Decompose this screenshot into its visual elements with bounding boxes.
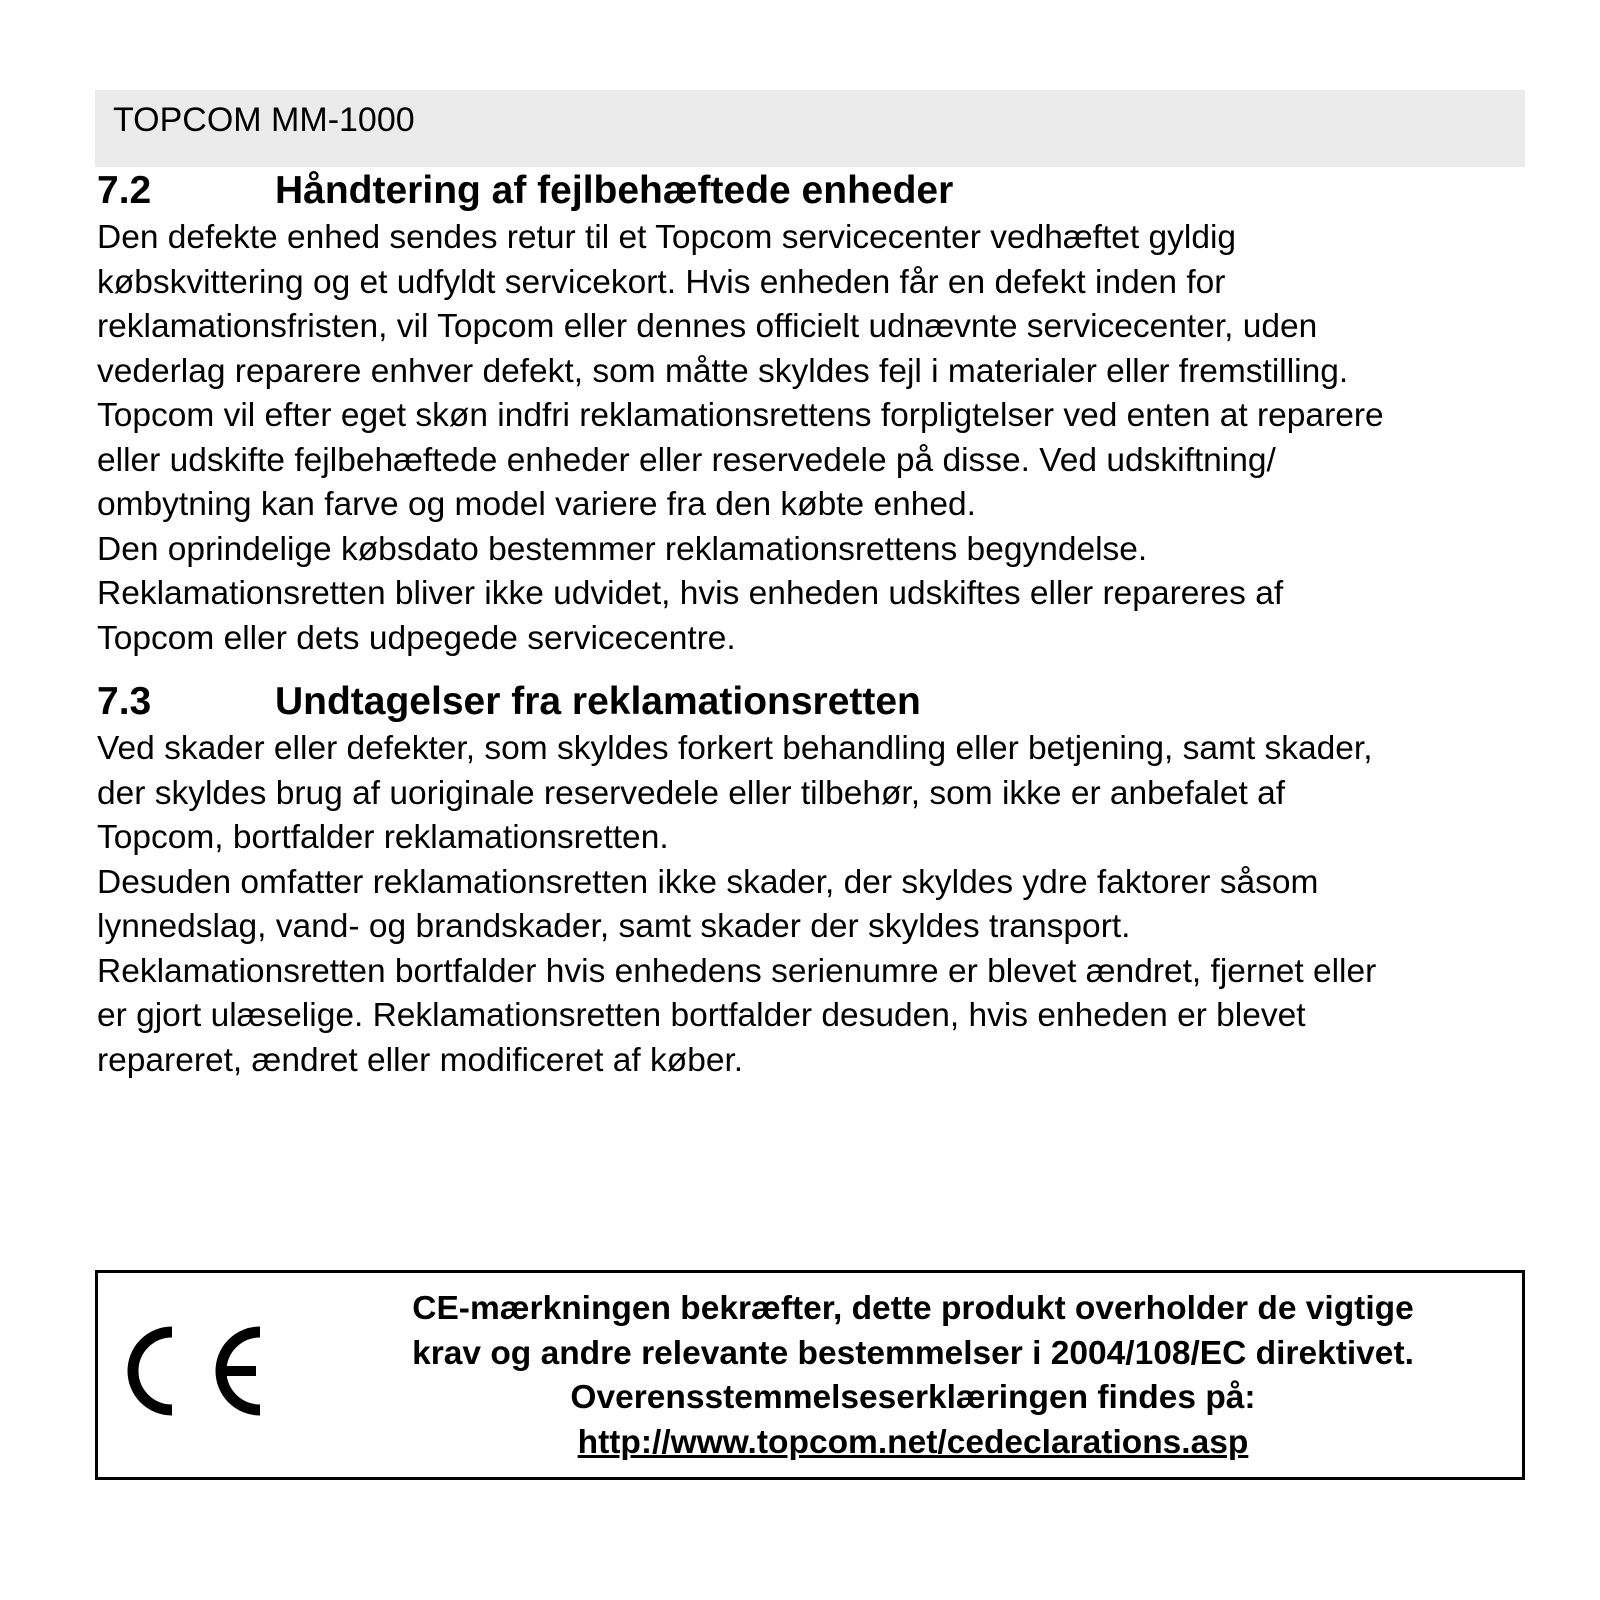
paragraph-line: er gjort ulæselige. Reklamationsretten bortfalder desuden, hvis enheden er blevet [97,997,1306,1034]
section-title: Håndtering af fejlbehæftede enheder [275,169,954,212]
paragraph-line: eller udskifte fejlbehæftede enheder eller reservedele på disse. Ved udskiftning/ [97,441,1276,479]
paragraph-line: vederlag reparere enhver defekt, som måtte skyldes fejl i materialer eller fremstilling. [97,352,1349,390]
ce-notice-text [323,1287,1503,1465]
paragraph-line: Den defekte enhed sendes retur til et Topcom servicecenter vedhæftet gyldig [97,219,1237,256]
section-number: 7.3 [97,680,152,723]
header-title: TOPCOM MM-1000 [113,101,415,139]
paragraph-line: ombytning kan farve og model variere fra den købte enhed. [97,486,976,523]
ce-notice-line: CE-mærkningen bekræfter, dette produkt overholder de vigtige [412,1290,1414,1327]
paragraph-line: reklamationsfristen, vil Topcom eller dennes officielt udnævnte servicecenter, uden [97,308,1318,345]
section-number: 7.2 [97,169,152,212]
ce-declaration-box [95,1270,1525,1480]
section-divider-space [97,661,1537,677]
paragraph-line: købskvittering og et udfyldt servicekort. Hvis enheden får en defekt inden for [97,263,1226,301]
paragraph-line: repareret, ændret eller modificeret af køber. [97,1041,744,1079]
document-content [97,166,1537,1083]
section-heading [97,166,1537,216]
paragraph-line: Den oprindelige købsdato bestemmer reklamationsrettens begyndelse. [97,530,1148,568]
ce-notice-line: Overensstemmelseserklæringen findes på: [570,1379,1256,1416]
ce-notice-line: krav og andre relevante bestemmelser i 2004/108/EC direktivet. [412,1334,1414,1372]
section-title: Undtagelser fra reklamationsretten [275,680,921,723]
page-header [95,90,1525,167]
paragraph-line: Topcom eller dets udpegede servicecentre. [97,619,736,657]
paragraph-line: Topcom vil efter eget skøn indfri reklamationsrettens forpligtelser ved enten at reparere [97,397,1384,434]
section-7-2 [97,166,1537,661]
paragraph-line: Desuden omfatter reklamationsretten ikke skader, der skyldes ydre faktorer såsom [97,863,1319,901]
paragraph-line: Reklamationsretten bliver ikke udvidet, hvis enheden udskiftes eller repareres af [97,575,1284,612]
section-heading [97,677,1537,727]
paragraph-line: Reklamationsretten bortfalder hvis enhedens serienumre er blevet ændret, fjernet eller [97,952,1377,990]
paragraph-line: Topcom, bortfalder reklamationsretten. [97,819,669,856]
paragraph-line: Ved skader eller defekter, som skyldes forkert behandling eller betjening, samt skader, [97,730,1373,767]
ce-mark-logo [120,1315,270,1427]
ce-declarations-link[interactable]: http://www.topcom.net/cedeclarations.asp [577,1423,1249,1461]
section-7-3 [97,677,1537,1083]
paragraph-line: der skyldes brug af uoriginale reservedele eller tilbehør, som ikke er anbefalet af [97,774,1286,812]
paragraph-line: lynnedslag, vand- og brandskader, samt skader der skyldes transport. [97,908,1131,945]
